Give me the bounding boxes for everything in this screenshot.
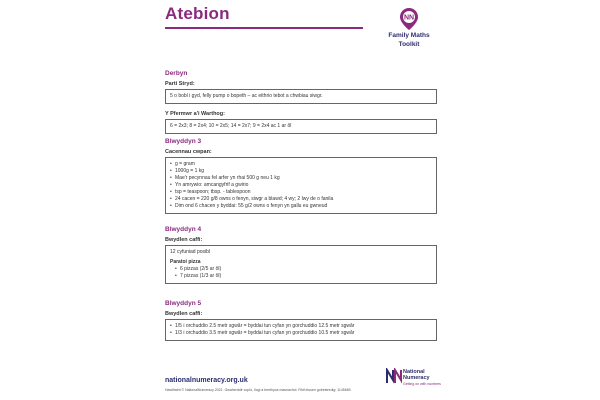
question-label: Y Pfermwr a'i Warthog: xyxy=(165,111,225,117)
answer-text: 6 = 2x3; 8 = 2x4; 10 = 2x5; 14 = 2x7; 9 = 2x4 ac 1 ar ôl xyxy=(170,123,292,129)
section-title: Derbyn xyxy=(165,70,188,77)
footer-website-link[interactable]: nationalnumeracy.org.uk xyxy=(165,377,248,384)
list-item: • Yn amrywio: amcangyfrif a gwirio xyxy=(170,182,432,189)
list-item: • 1/5 i orchuddio 2.5 metr sgwâr = byddai tun cyfan yn gorchuddio 12.5 metr sgwâr xyxy=(170,323,432,330)
page-title: Atebion xyxy=(165,4,230,23)
list-item: • 6 pizzas (2/5 ar ôl) xyxy=(175,266,432,273)
list-item: • 1/3 i orchuddio 3.5 metr sgwâr = byddai tun cyfan yn gorchuddio 10.5 metr sgwâr xyxy=(170,330,432,337)
list-item: • 24 cacen = 220 g/8 owns o fenyn, siwgr a blawd; 4 wy; 2 lwy de o fanila xyxy=(170,196,432,203)
footer-copyright: Hawlfraint © NationalNumeracy 2021. Gwaherddir copïo, llogi a benthyca masnachol. Rhif elusen gofrestredig: 1145669 xyxy=(165,388,351,392)
map-pin-icon xyxy=(400,8,418,30)
national-numeracy-logo xyxy=(386,366,442,390)
document-page xyxy=(160,0,440,400)
list-item: • Mae'r pecynnau fel arfer yn rhai 500 g neu 1 kg xyxy=(170,175,432,182)
answer-text: 12 cyfuniad posibl xyxy=(170,249,211,255)
toolkit-mark-text: NN xyxy=(403,14,415,22)
list-item: • Dim ond 6 chacen y byddai: 55 g/2 owns o fenyn yn gallu eu gwneud xyxy=(170,203,432,210)
toolkit-name-line1: Family Maths xyxy=(388,32,430,39)
answer-box xyxy=(165,89,437,104)
section-title: Blwyddyn 4 xyxy=(165,226,202,233)
answer-box xyxy=(165,119,437,134)
question-label: Bwydlen caffi: xyxy=(165,237,203,243)
section-title: Blwyddyn 5 xyxy=(165,300,202,307)
answer-text: 5 o bobl i gyd, felly pump o bopeth – ac eithrio tebot a chwbiau siwgr. xyxy=(170,93,323,99)
question-label: Cacennau cwpan: xyxy=(165,149,212,155)
family-maths-toolkit-logo xyxy=(378,8,440,48)
list-item: • 1000g = 1 kg xyxy=(170,168,432,175)
answer-box xyxy=(165,245,437,284)
logo-line2: Numeracy xyxy=(403,375,430,381)
answer-box xyxy=(165,157,437,214)
national-numeracy-mark-icon xyxy=(386,368,402,384)
section-blwyddyn-3 xyxy=(165,138,437,214)
section-blwyddyn-5 xyxy=(165,300,437,341)
answer-subheading: Paratoi pizza xyxy=(170,259,201,265)
question-label: Bwydlen caffi: xyxy=(165,311,203,317)
answer-list xyxy=(170,161,432,210)
question-label: Parti Stryd: xyxy=(165,81,195,87)
section-blwyddyn-4 xyxy=(165,226,437,284)
toolkit-name-line2: Toolkit xyxy=(398,41,420,48)
answer-box xyxy=(165,319,437,341)
section-title: Blwyddyn 3 xyxy=(165,138,202,145)
logo-line1: National xyxy=(403,369,425,375)
title-underline xyxy=(165,27,363,29)
section-derbyn xyxy=(165,70,437,134)
answer-list xyxy=(170,323,432,337)
list-item: • 7 pizzas (1/3 ar ôl) xyxy=(175,273,432,280)
logo-tagline: Getting on with numbers xyxy=(403,382,441,386)
list-item: • g = gram xyxy=(170,161,432,168)
list-item: • tsp = teaspoon; tbsp. - tablespoon xyxy=(170,189,432,196)
answer-list xyxy=(170,266,432,280)
